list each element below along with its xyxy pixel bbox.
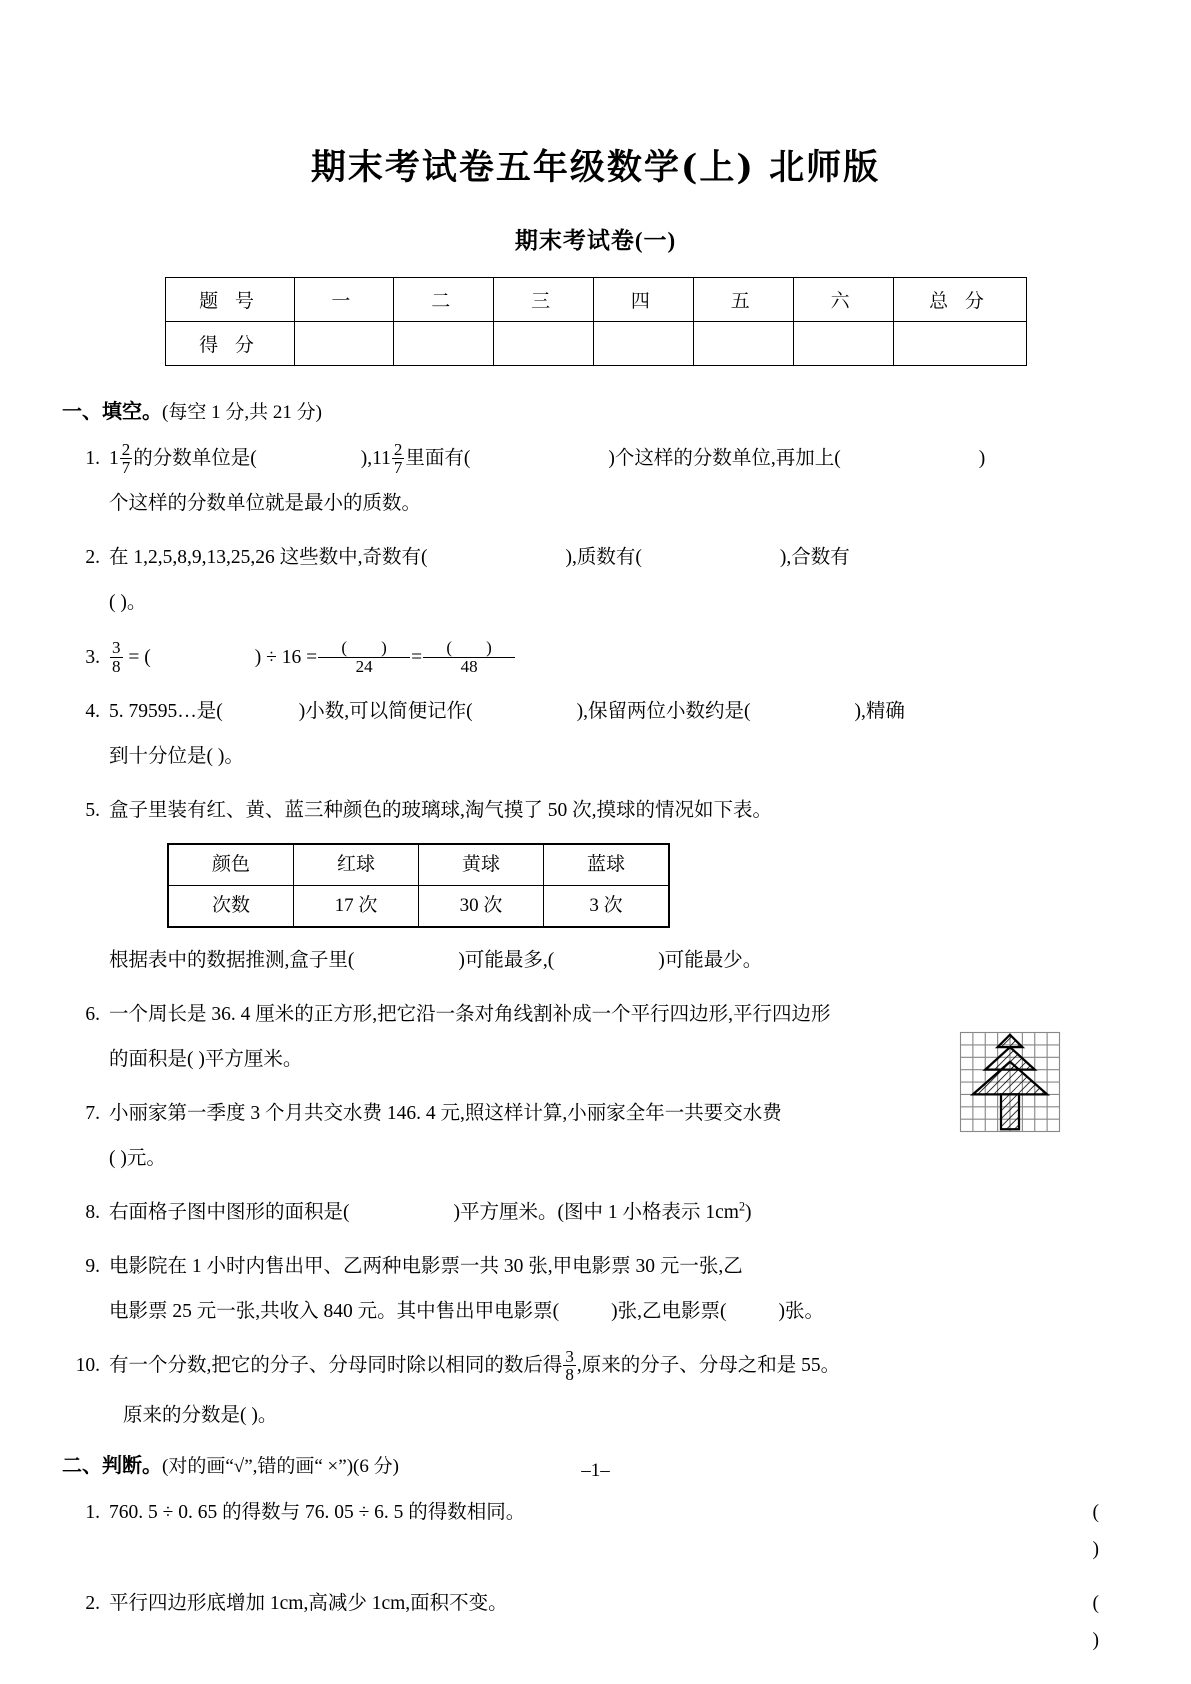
judge-question-2 — [62, 1585, 1129, 1659]
fraction-numerator-blank[interactable]: ( ) — [446, 638, 492, 658]
ball-count-table — [167, 843, 670, 928]
q4-part-d: ),精确 — [854, 700, 905, 722]
fraction-blank-48 — [423, 639, 515, 675]
score-cell-total[interactable] — [893, 322, 1026, 366]
question-text — [109, 693, 1129, 775]
q9-cont-b: )张,乙电影票( — [611, 1301, 727, 1323]
score-cell-5[interactable] — [693, 322, 793, 366]
q10-part-a: 有一个分数,把它的分子、分母同时除以相同的数后得 — [109, 1355, 563, 1377]
question-8 — [62, 1194, 1129, 1231]
score-table — [165, 277, 1027, 366]
section-one-label: 一、填空。 — [62, 401, 162, 423]
ball-table-count-yellow: 30 次 — [419, 886, 544, 928]
ball-table-header-yellow: 黄球 — [419, 844, 544, 886]
question-2 — [62, 539, 1129, 621]
table-row-header — [168, 844, 669, 886]
score-table-wrapper — [165, 277, 1027, 366]
question-3 — [62, 639, 1129, 676]
judge-text: 平行四边形底增加 1cm,高减少 1cm,面积不变。 — [109, 1592, 508, 1614]
judge-answer-blank[interactable]: ( ) — [1092, 1592, 1129, 1651]
q9-cont-a: 电影票 25 元一张,共收入 840 元。其中售出甲电影票( — [109, 1301, 560, 1323]
q4-part-b: )小数,可以简便记作( — [298, 700, 473, 722]
table-row-question-numbers — [165, 278, 1026, 322]
q9-cont-c: )张。 — [778, 1301, 824, 1323]
score-cell-4[interactable] — [593, 322, 693, 366]
q5-cont-b: )可能最多,( — [458, 950, 555, 971]
fraction-blank-24 — [318, 639, 410, 675]
question-text — [109, 639, 1129, 676]
question-number: 7. — [85, 1103, 100, 1125]
fraction-numerator: 3 — [565, 1347, 574, 1367]
score-table-col-total: 总 分 — [893, 278, 1026, 322]
fraction-numerator: 3 — [112, 638, 121, 658]
fraction-denominator: 8 — [112, 656, 121, 676]
fraction-denominator: 48 — [423, 657, 515, 675]
question-number: 10. — [75, 1355, 100, 1377]
arrow-tree-grid-figure — [956, 1028, 1064, 1136]
q1-continuation: 个这样的分数单位就是最小的质数。 — [109, 493, 422, 515]
score-table-col-1: 一 — [294, 278, 394, 322]
q5-text: 盒子里装有红、黄、蓝三种颜色的玻璃球,淘气摸了 50 次,摸球的情况如下表。 — [109, 799, 773, 821]
score-cell-3[interactable] — [494, 322, 594, 366]
question-text — [109, 1347, 1129, 1433]
q3-part-b: ) ÷ 16 = — [254, 646, 318, 668]
question-1 — [62, 440, 1129, 522]
fraction — [563, 1348, 576, 1384]
fraction — [120, 441, 133, 477]
question-text — [109, 792, 1129, 979]
ball-table-wrapper — [167, 843, 1129, 928]
grid-figure-svg — [956, 1028, 1064, 1136]
q7-continuation[interactable]: ( )元。 — [109, 1148, 166, 1170]
q2-part-a: 在 1,2,5,8,9,13,25,26 这些数中,奇数有( — [109, 547, 428, 569]
score-table-col-3: 三 — [494, 278, 594, 322]
q1-part-b: ),1 — [360, 448, 382, 469]
page-subtitle: 期末考试卷(一) — [514, 228, 677, 253]
question-number: 6. — [85, 1004, 100, 1026]
ball-table-row-label: 次数 — [168, 886, 294, 928]
ball-table-header-blue: 蓝球 — [544, 844, 670, 886]
q2-part-b: ),质数有( — [565, 547, 642, 569]
mixed-number-2 — [381, 439, 406, 478]
fraction — [392, 441, 405, 477]
question-4 — [62, 693, 1129, 775]
fraction — [110, 639, 123, 675]
q7-text: 小丽家第一季度 3 个月共交水费 146. 4 元,照这样计算,小丽家全年一共要交水费 — [109, 1103, 782, 1125]
question-9 — [62, 1248, 1129, 1330]
q3-part-a: = ( — [128, 646, 151, 668]
question-text — [109, 1194, 1129, 1231]
score-table-row-label-score: 得 分 — [165, 322, 294, 366]
q6-text: 一个周长是 36. 4 厘米的正方形,把它沿一条对角线割补成一个平行四边形,平行四边形 — [109, 1004, 831, 1026]
q5-continuation — [109, 942, 1129, 979]
q1-part-c: 里面有( — [405, 448, 471, 469]
table-row-counts — [168, 886, 669, 928]
q8-part-b: )平方厘米。(图中 1 小格表示 1cm — [453, 1202, 739, 1224]
fraction-numerator: 2 — [393, 439, 403, 459]
question-number: 3. — [85, 646, 100, 668]
judge-question-1 — [62, 1494, 1129, 1568]
question-number: 1. — [85, 448, 100, 469]
q2-part-c: ),合数有 — [779, 547, 850, 569]
q4-part-a: 5. 79595…是( — [109, 700, 223, 722]
mixed-whole: 1 — [109, 448, 119, 469]
q9-continuation — [109, 1293, 1129, 1330]
section-one-note: (每空 1 分,共 21 分) — [162, 402, 322, 423]
question-number: 2. — [85, 1592, 100, 1614]
q8-part-c: ) — [744, 1202, 752, 1224]
question-number: 8. — [85, 1202, 100, 1224]
score-table-col-2: 二 — [394, 278, 494, 322]
question-number: 9. — [85, 1256, 100, 1278]
score-table-row-label: 题 号 — [165, 278, 294, 322]
fraction-numerator-blank[interactable]: ( ) — [341, 638, 387, 658]
score-table-col-5: 五 — [693, 278, 793, 322]
section-heading-fill-in-blanks — [62, 402, 1129, 423]
ball-table-count-blue: 3 次 — [544, 886, 670, 928]
section-two-note: (对的画“√”,错的画“ ×”)(6 分) — [162, 1455, 399, 1477]
question-text — [109, 1248, 1129, 1330]
page-number: –1– — [581, 1460, 610, 1481]
judge-text: 760. 5 ÷ 0. 65 的得数与 76. 05 ÷ 6. 5 的得数相同。 — [109, 1501, 526, 1523]
question-number: 1. — [85, 1501, 100, 1523]
q1-part-d: )个这样的分数单位,再加上( — [608, 448, 841, 469]
ball-table-header-color: 颜色 — [168, 844, 294, 886]
question-5 — [62, 792, 1129, 979]
q5-cont-a: 根据表中的数据推测,盒子里( — [109, 950, 355, 971]
fraction-denominator: 7 — [121, 458, 131, 478]
q2-continuation[interactable]: ( )。 — [109, 592, 147, 614]
q10-continuation[interactable]: 原来的分数是( )。 — [123, 1404, 278, 1426]
q4-continuation[interactable]: 到十分位是( )。 — [109, 745, 244, 767]
score-table-col-6: 六 — [793, 278, 893, 322]
section-two-label: 二、判断。 — [62, 1454, 162, 1477]
ball-table-count-red: 17 次 — [294, 886, 419, 928]
ball-table-header-red: 红球 — [294, 844, 419, 886]
score-cell-1[interactable] — [294, 322, 394, 366]
question-number: 4. — [85, 700, 100, 722]
question-10 — [62, 1347, 1129, 1433]
q9-text: 电影院在 1 小时内售出甲、乙两种电影票一共 30 张,甲电影票 30 元一张,乙 — [109, 1256, 743, 1278]
q1-part-a: 的分数单位是( — [133, 448, 257, 469]
question-number: 5. — [85, 799, 100, 821]
q8-part-a: 右面格子图中图形的面积是( — [109, 1202, 350, 1224]
q3-part-c: = — [411, 646, 423, 668]
question-number: 2. — [85, 547, 100, 569]
fraction-denominator: 7 — [393, 458, 403, 478]
q4-part-c: ),保留两位小数约是( — [576, 700, 751, 722]
page-title: 期末考试卷五年级数学(上) 北师版 — [310, 147, 881, 188]
fraction-numerator: 2 — [121, 439, 131, 459]
fraction-denominator: 24 — [318, 657, 410, 675]
q5-cont-c: )可能最少。 — [658, 950, 763, 971]
judge-answer-blank[interactable]: ( ) — [1092, 1501, 1129, 1560]
question-text — [109, 440, 1129, 522]
score-cell-6[interactable] — [793, 322, 893, 366]
question-text — [109, 539, 1129, 621]
q6-continuation[interactable]: 的面积是( )平方厘米。 — [109, 1049, 303, 1071]
table-row-scores — [165, 322, 1026, 366]
mixed-whole: 1 — [381, 448, 391, 469]
score-cell-2[interactable] — [394, 322, 494, 366]
mixed-number-1 — [109, 439, 133, 478]
score-table-col-4: 四 — [593, 278, 693, 322]
fraction-denominator: 8 — [565, 1365, 574, 1385]
q1-part-e: ) — [978, 448, 986, 469]
q10-part-b: ,原来的分子、分母之和是 55。 — [576, 1355, 841, 1377]
q8-superscript: 2 — [738, 1199, 745, 1214]
